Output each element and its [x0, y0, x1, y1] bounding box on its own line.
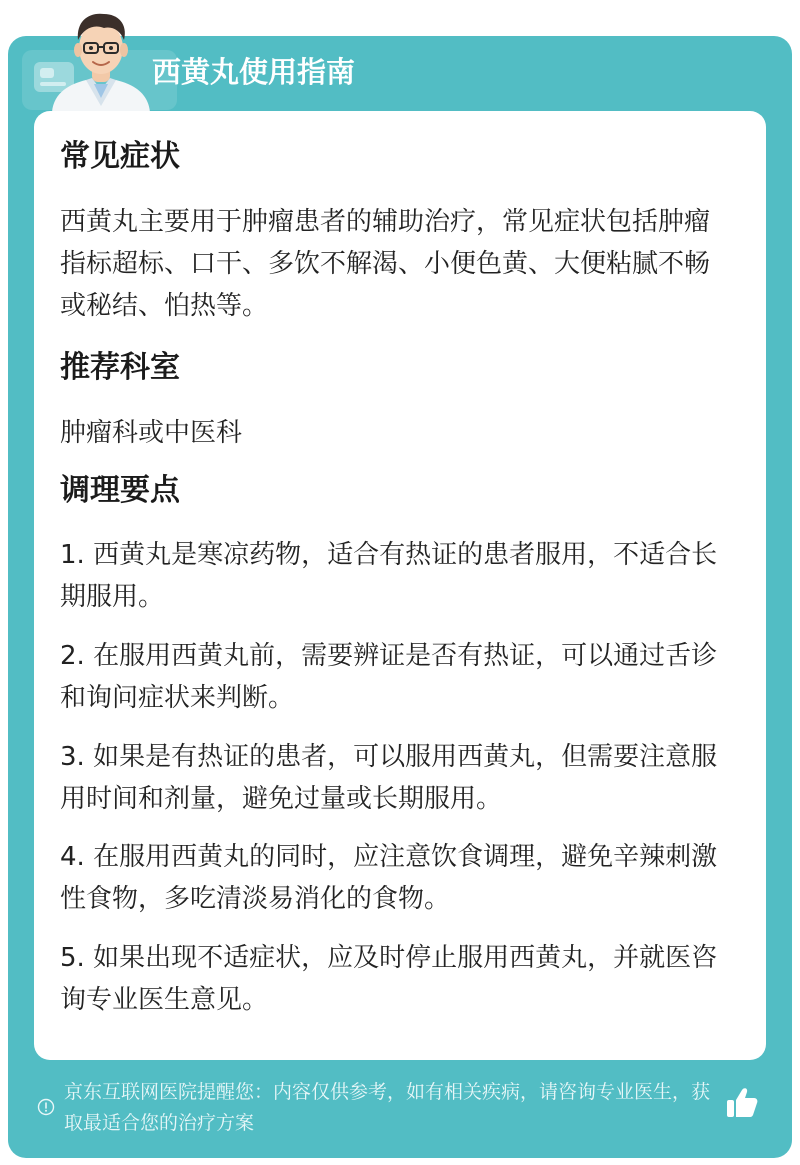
section-heading-care-points: 调理要点	[60, 473, 180, 508]
care-point-1: 1. 西黄丸是寒凉药物，适合有热证的患者服用，不适合长期服用。	[60, 540, 718, 612]
care-point-5: 5. 如果出现不适症状，应及时停止服用西黄丸，并就医咨询专业医生意见。	[60, 943, 718, 1015]
symptoms-text: 西黄丸主要用于肿瘤患者的辅助治疗，常见症状包括肿瘤指标超标、口干、多饮不解渴、小便色黄、大便粘腻不畅或秘结、怕热等。	[60, 207, 711, 321]
thumbs-up-icon[interactable]	[724, 1086, 760, 1120]
section-heading-department: 推荐科室	[60, 350, 180, 385]
care-point-3: 3. 如果是有热证的患者，可以服用西黄丸，但需要注意服用时间和剂量，避免过量或长期服用。	[60, 742, 718, 814]
care-point-2: 2. 在服用西黄丸前，需要辨证是否有热证，可以通过舌诊和询问症状来判断。	[60, 641, 718, 713]
care-point-4: 4. 在服用西黄丸的同时，应注意饮食调理，避免辛辣刺激性食物，多吃清淡易消化的食物。	[60, 842, 718, 914]
info-icon	[37, 1098, 55, 1116]
disclaimer-text: 京东互联网医院提醒您：内容仅供参考，如有相关疾病，请咨询专业医生，获取最适合您的治疗方案	[64, 1081, 711, 1134]
doctor-avatar	[46, 6, 156, 112]
department-text: 肿瘤科或中医科	[60, 418, 243, 448]
section-heading-symptoms: 常见症状	[60, 139, 180, 174]
page-title: 西黄丸使用指南	[152, 55, 356, 89]
